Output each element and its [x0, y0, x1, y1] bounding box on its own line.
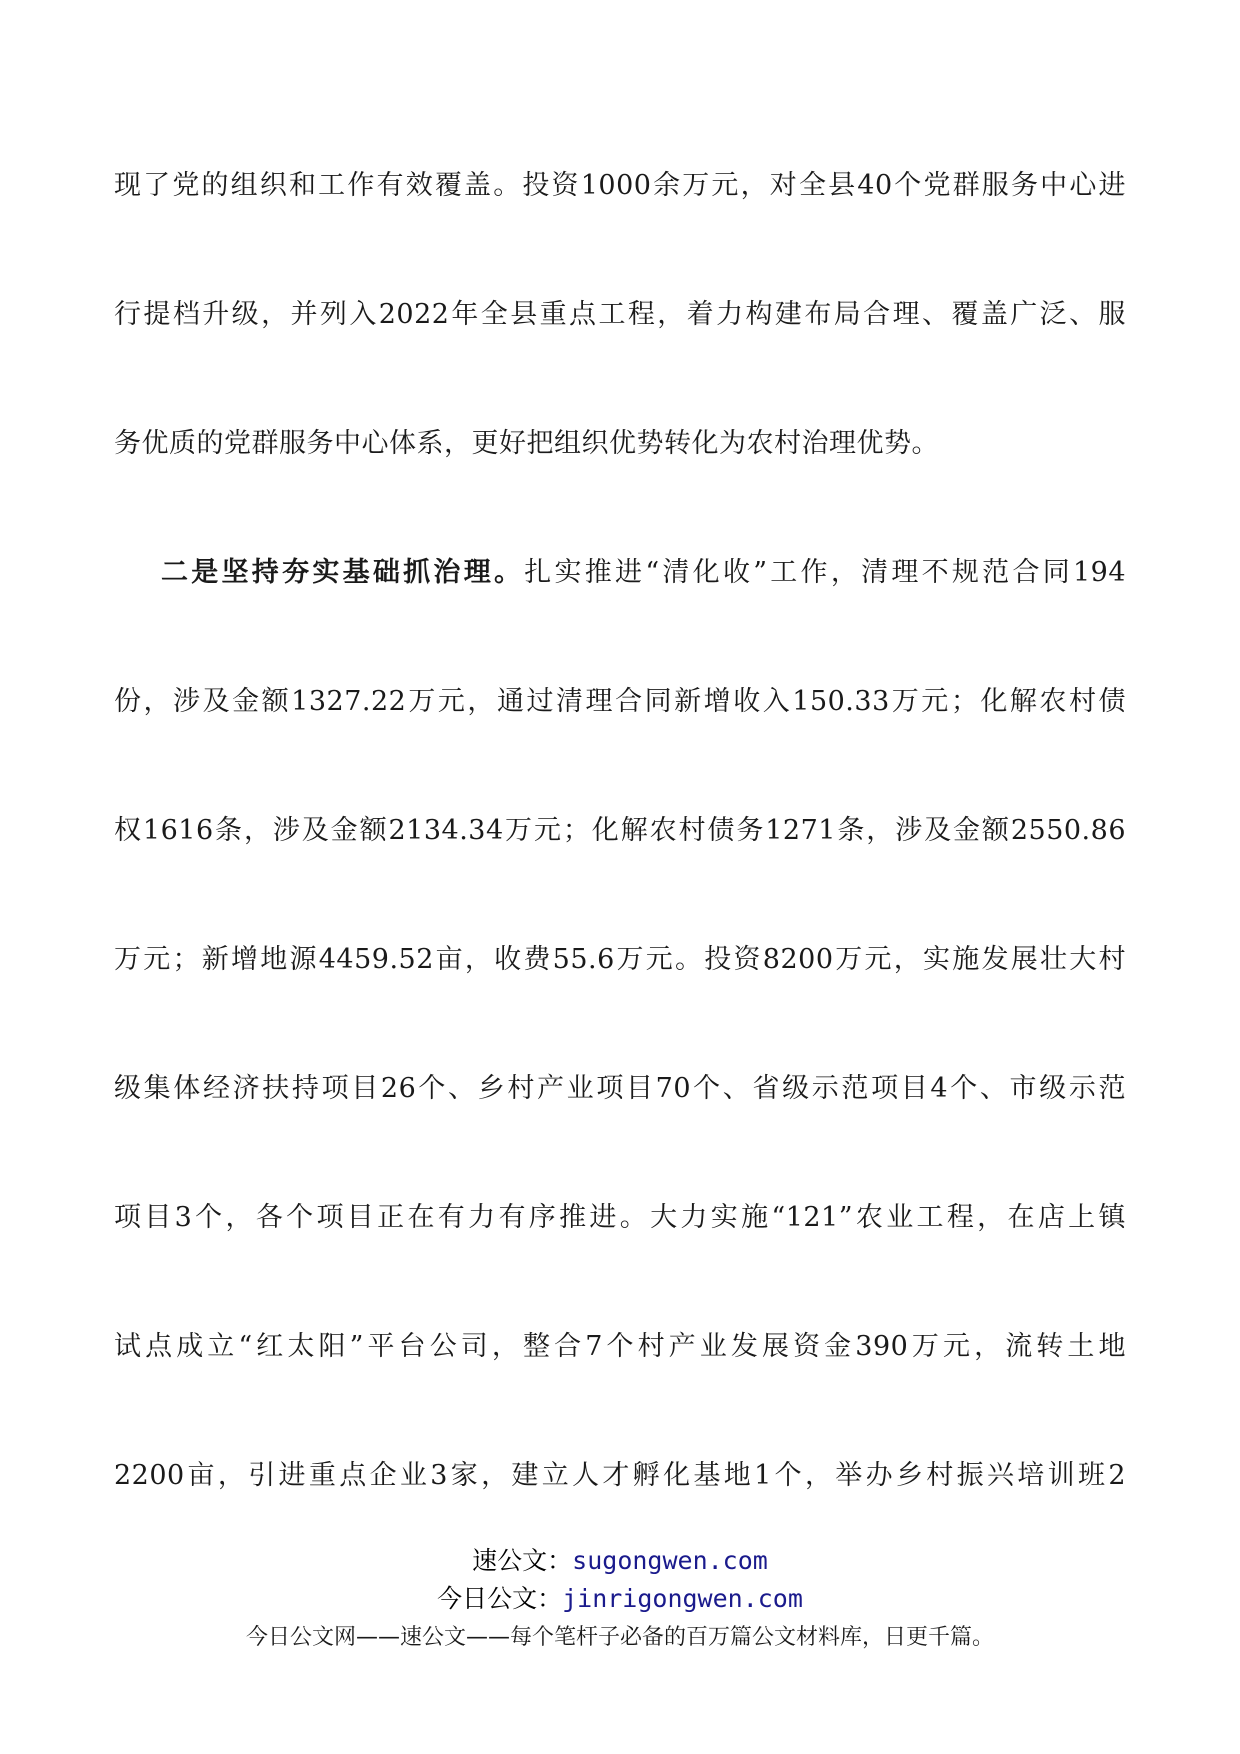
footer-jinrigongwen-label: 今日公文：	[437, 1584, 563, 1613]
footer-sugongwen	[0, 1544, 1240, 1578]
footer-sugongwen-link[interactable]: sugongwen.com	[572, 1546, 768, 1575]
text-line-2	[114, 299, 1126, 331]
text-line-7-content: 万元；新增地源4459.52亩，收费55.6万元。投资8200万元，实施发展壮大村	[114, 944, 1126, 975]
text-line-3	[114, 428, 1126, 460]
text-line-8	[114, 1073, 1126, 1105]
footer-tagline	[0, 1623, 1240, 1653]
text-line-4	[114, 557, 1126, 589]
text-line-9-content: 项目3个，各个项目正在有力有序推进。大力实施“121”农业工程，在店上镇	[114, 1202, 1126, 1233]
document-body	[114, 170, 1126, 1589]
text-line-5	[114, 686, 1126, 718]
text-line-8-content: 级集体经济扶持项目26个、乡村产业项目70个、省级示范项目4个、市级示范	[114, 1073, 1126, 1104]
section-heading: 二是坚持夯实基础抓治理。	[161, 557, 525, 588]
text-line-7	[114, 944, 1126, 976]
text-line-1	[114, 170, 1126, 202]
footer-sugongwen-label: 速公文：	[472, 1546, 573, 1575]
footer-tagline-text: 今日公文网——速公文——每个笔杆子必备的百万篇公文材料库，日更千篇。	[245, 1625, 994, 1650]
text-line-3-content: 务优质的党群服务中心体系，更好把组织优势转化为农村治理优势。	[114, 428, 939, 459]
text-line-2-content: 行提档升级，并列入2022年全县重点工程，着力构建布局合理、覆盖广泛、服	[114, 299, 1126, 330]
text-line-6-content: 权1616条，涉及金额2134.34万元；化解农村债务1271条，涉及金额2550.86	[114, 815, 1126, 846]
text-line-6	[114, 815, 1126, 847]
text-line-11	[114, 1460, 1126, 1492]
text-line-5-content: 份，涉及金额1327.22万元，通过清理合同新增收入150.33万元；化解农村债	[114, 686, 1126, 717]
footer-jinrigongwen	[0, 1582, 1240, 1616]
text-line-4-content: 扎实推进“清化收”工作，清理不规范合同194	[524, 557, 1126, 588]
text-line-10	[114, 1331, 1126, 1363]
footer-jinrigongwen-link[interactable]: jinrigongwen.com	[562, 1584, 803, 1613]
text-line-1-content: 现了党的组织和工作有效覆盖。投资1000余万元，对全县40个党群服务中心进	[114, 170, 1126, 201]
text-line-9	[114, 1202, 1126, 1234]
text-line-10-content: 试点成立“红太阳”平台公司，整合7个村产业发展资金390万元，流转土地	[114, 1331, 1126, 1362]
text-line-11-content: 2200亩，引进重点企业3家，建立人才孵化基地1个，举办乡村振兴培训班2	[114, 1460, 1126, 1491]
